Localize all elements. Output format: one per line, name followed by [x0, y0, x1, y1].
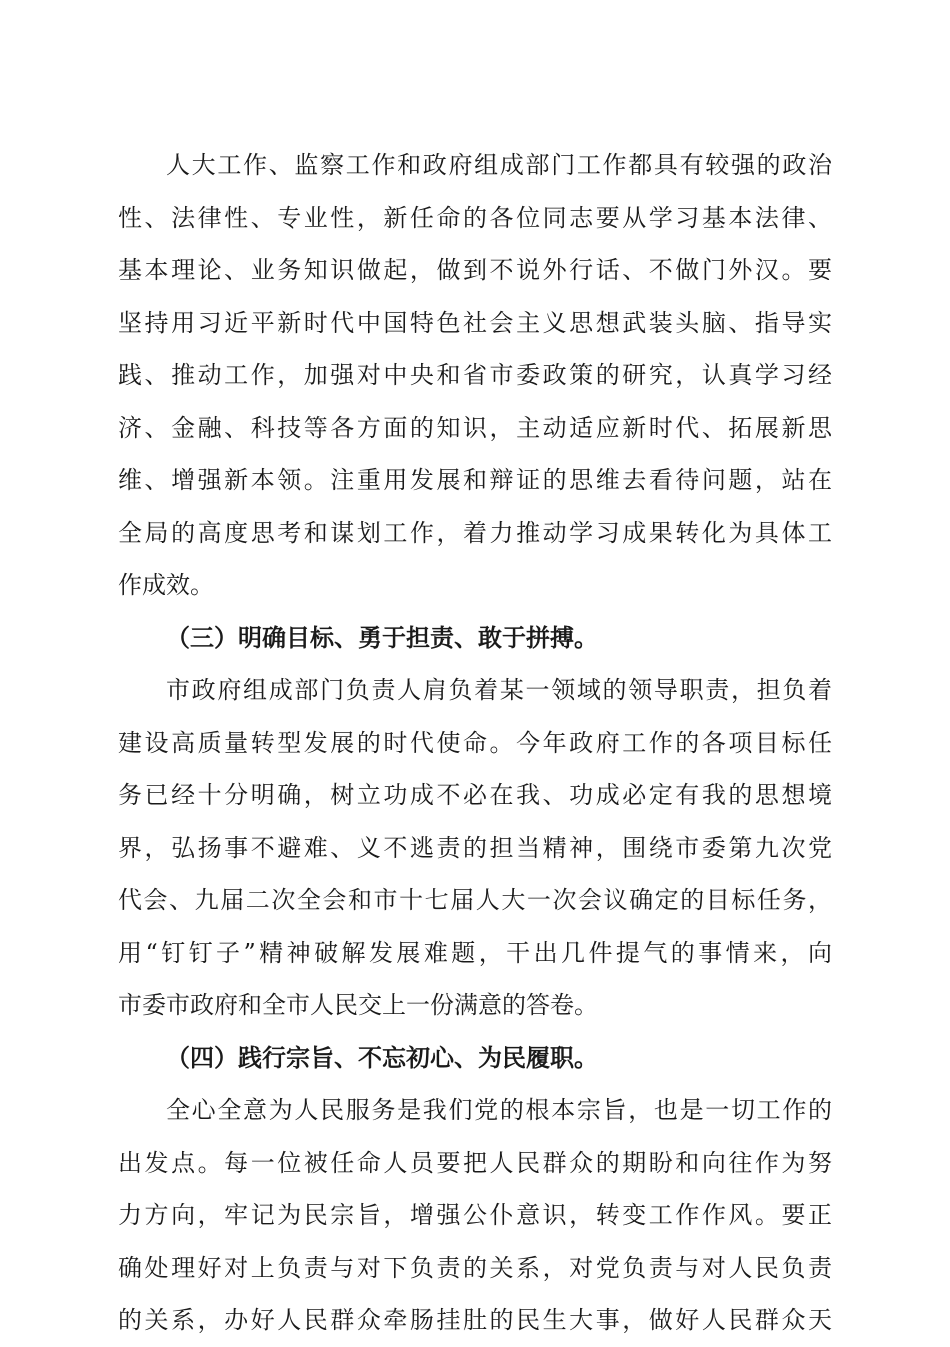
text-line: 人大工作、监察工作和政府组成部门工作都具有较强的政治	[166, 151, 832, 179]
text-line: 全局的高度思考和谋划工作，着力推动学习成果转化为具体工	[118, 518, 832, 547]
text-line: 坚持用习近平新时代中国特色社会主义思想武装头脑、指导实	[118, 308, 832, 337]
text-line: 的关系，办好人民群众牵肠挂肚的民生大事，做好人民群众天	[118, 1306, 832, 1334]
text-line: 市委市政府和全市人民交上一份满意的答卷。	[118, 991, 598, 1019]
text-line: 出发点。每一位被任命人员要把人民群众的期盼和向往作为努	[118, 1148, 832, 1177]
section-heading-4: （四）践行宗旨、不忘初心、为民履职。	[166, 1042, 598, 1072]
text-line: 力方向，牢记为民宗旨，增强公仆意识，转变工作作风。要正	[118, 1201, 832, 1229]
text-line: 全心全意为人民服务是我们党的根本宗旨，也是一切工作的	[166, 1096, 832, 1124]
text-line: 务已经十分明确，树立功成不必在我、功成必定有我的思想境	[118, 781, 832, 809]
text-line: 济、金融、科技等各方面的知识，主动适应新时代、拓展新思	[118, 413, 832, 442]
text-line: 性、法律性、专业性，新任命的各位同志要从学习基本法律、	[118, 203, 832, 232]
text-line: 确处理好对上负责与对下负责的关系，对党负责与对人民负责	[118, 1253, 832, 1282]
paragraph-study-requirements	[118, 139, 832, 612]
text-line: 建设高质量转型发展的时代使命。今年政府工作的各项目标任	[118, 728, 832, 757]
paragraph-serve-people	[118, 1084, 832, 1347]
text-line: 维、增强新本领。注重用发展和辩证的思维去看待问题，站在	[118, 466, 832, 494]
text-line: 市政府组成部门负责人肩负着某一领域的领导职责，担负着	[166, 676, 832, 704]
text-line: 界，弘扬事不避难、义不逃责的担当精神，围绕市委第九次党	[118, 833, 832, 862]
document-page	[118, 139, 832, 1347]
text-line: 代会、九届二次全会和市十七届人大一次会议确定的目标任务，	[118, 886, 832, 914]
text-line: 用“钉钉子”精神破解发展难题，干出几件提气的事情来，向	[118, 938, 832, 967]
text-line: 践、推动工作，加强对中央和省市委政策的研究，认真学习经	[118, 361, 832, 389]
text-line: 基本理论、业务知识做起，做到不说外行话、不做门外汉。要	[118, 256, 832, 284]
section-heading-3: （三）明确目标、勇于担责、敢于拼搏。	[166, 622, 598, 652]
text-line: 作成效。	[118, 571, 214, 599]
paragraph-goals-responsibility	[118, 664, 832, 1032]
